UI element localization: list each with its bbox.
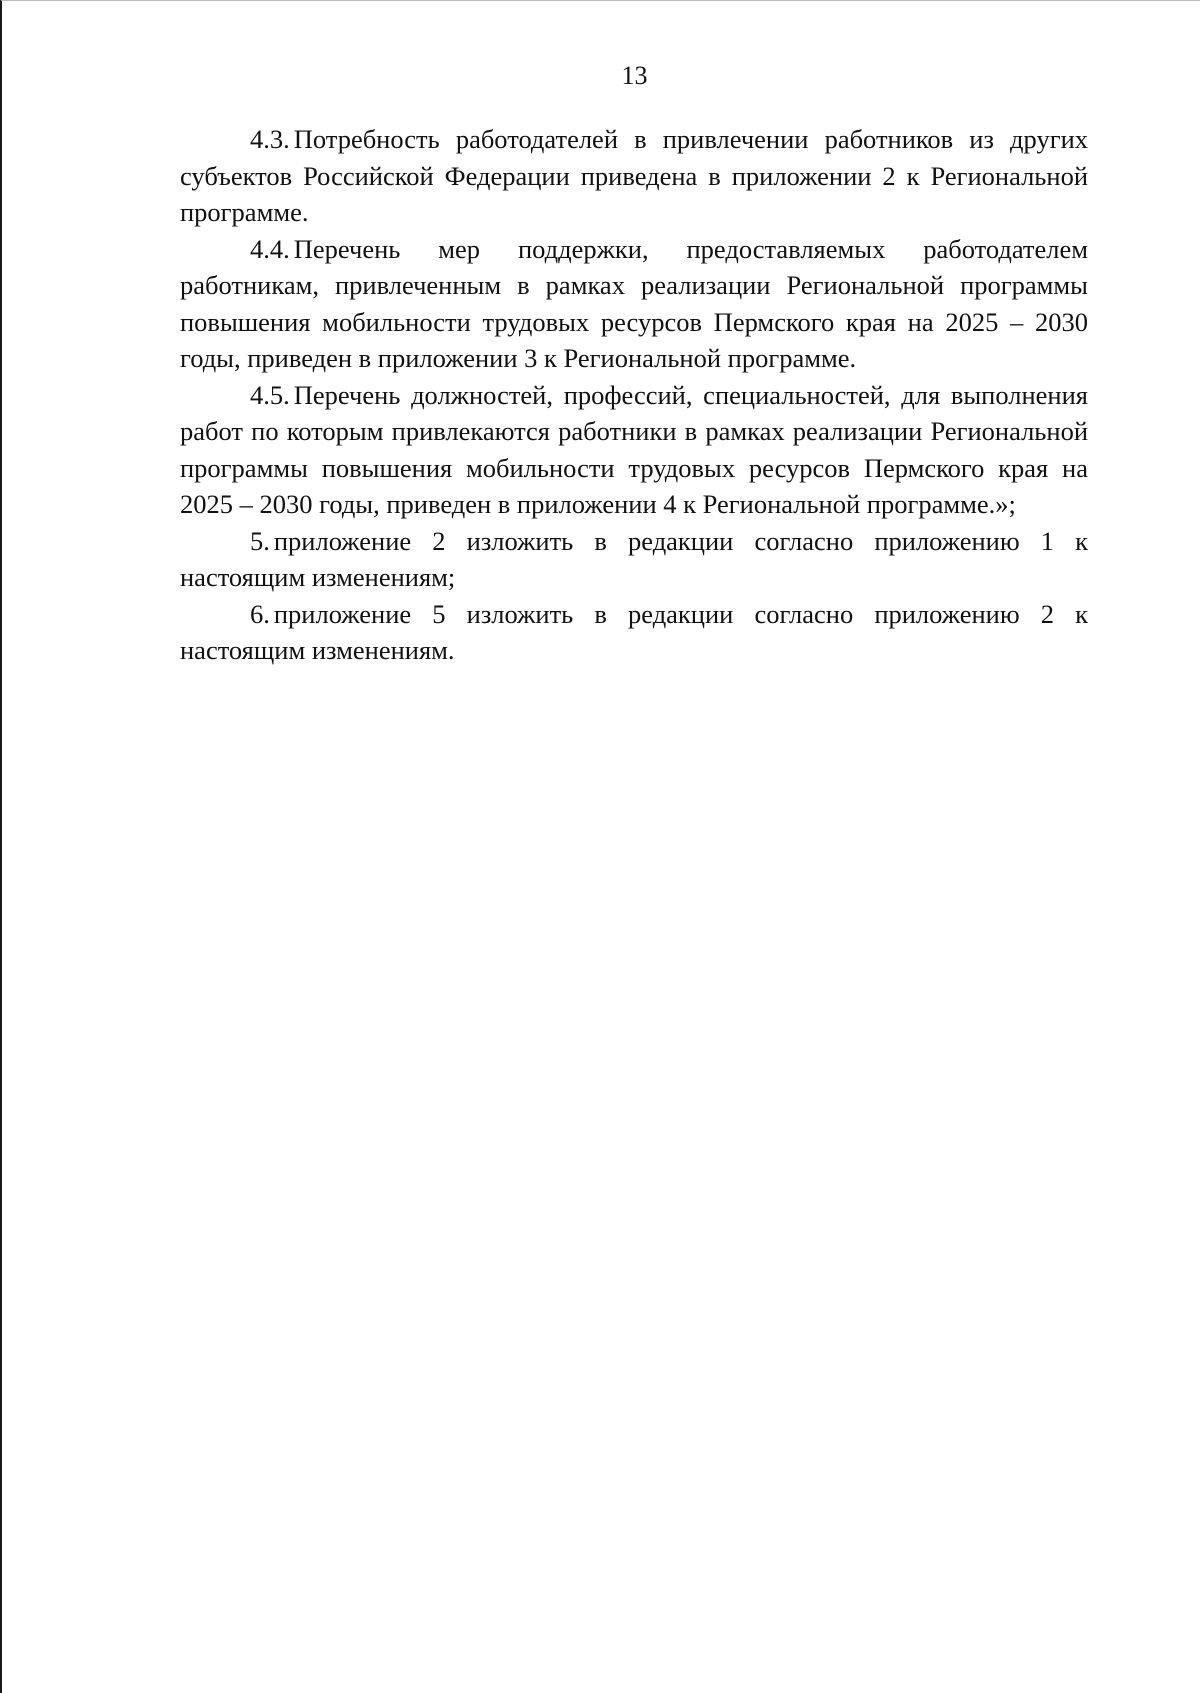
document-body: [180, 121, 1088, 669]
paragraph-text: Перечень должностей, профессий, специальностей, для выполнения работ по которым привлекаются работники в рамках реализации Региональной программы повышения мобильности трудовых ресурсов Пермского края на 2025 – 2030 годы, приведен в приложении 4 к Региональной программе.»;: [180, 379, 1088, 519]
paragraph-4-4: [180, 231, 1088, 377]
paragraph-4-3: [180, 121, 1088, 231]
paragraph-6: [180, 596, 1088, 669]
page-number: 13: [621, 61, 648, 90]
paragraph-number: 5.: [250, 525, 270, 556]
paragraph-number: 4.4.: [250, 233, 290, 264]
paragraph-text: приложение 2 изложить в редакции согласно приложению 1 к настоящим изменениям;: [180, 525, 1088, 592]
paragraph-5: [180, 523, 1088, 596]
paragraph-number: 6.: [250, 598, 270, 629]
paragraph-number: 4.5.: [250, 379, 290, 410]
paragraph-text: приложение 5 изложить в редакции согласно приложению 2 к настоящим изменениям.: [180, 598, 1088, 665]
paragraph-number: 4.3.: [250, 124, 290, 154]
paragraph-text: Потребность работодателей в привлечении работников из других субъектов Российской Федерации приведена в приложении 2 к Региональной программе.: [180, 124, 1088, 227]
paragraph-text: Перечень мер поддержки, предоставляемых работодателем работникам, привлеченным в рамках реализации Региональной программы повышения мобильности трудовых ресурсов Пермского края на 2025 – 2030 годы, приведен в приложении 3 к Региональной программе.: [180, 233, 1088, 373]
paragraph-4-5: [180, 377, 1088, 523]
